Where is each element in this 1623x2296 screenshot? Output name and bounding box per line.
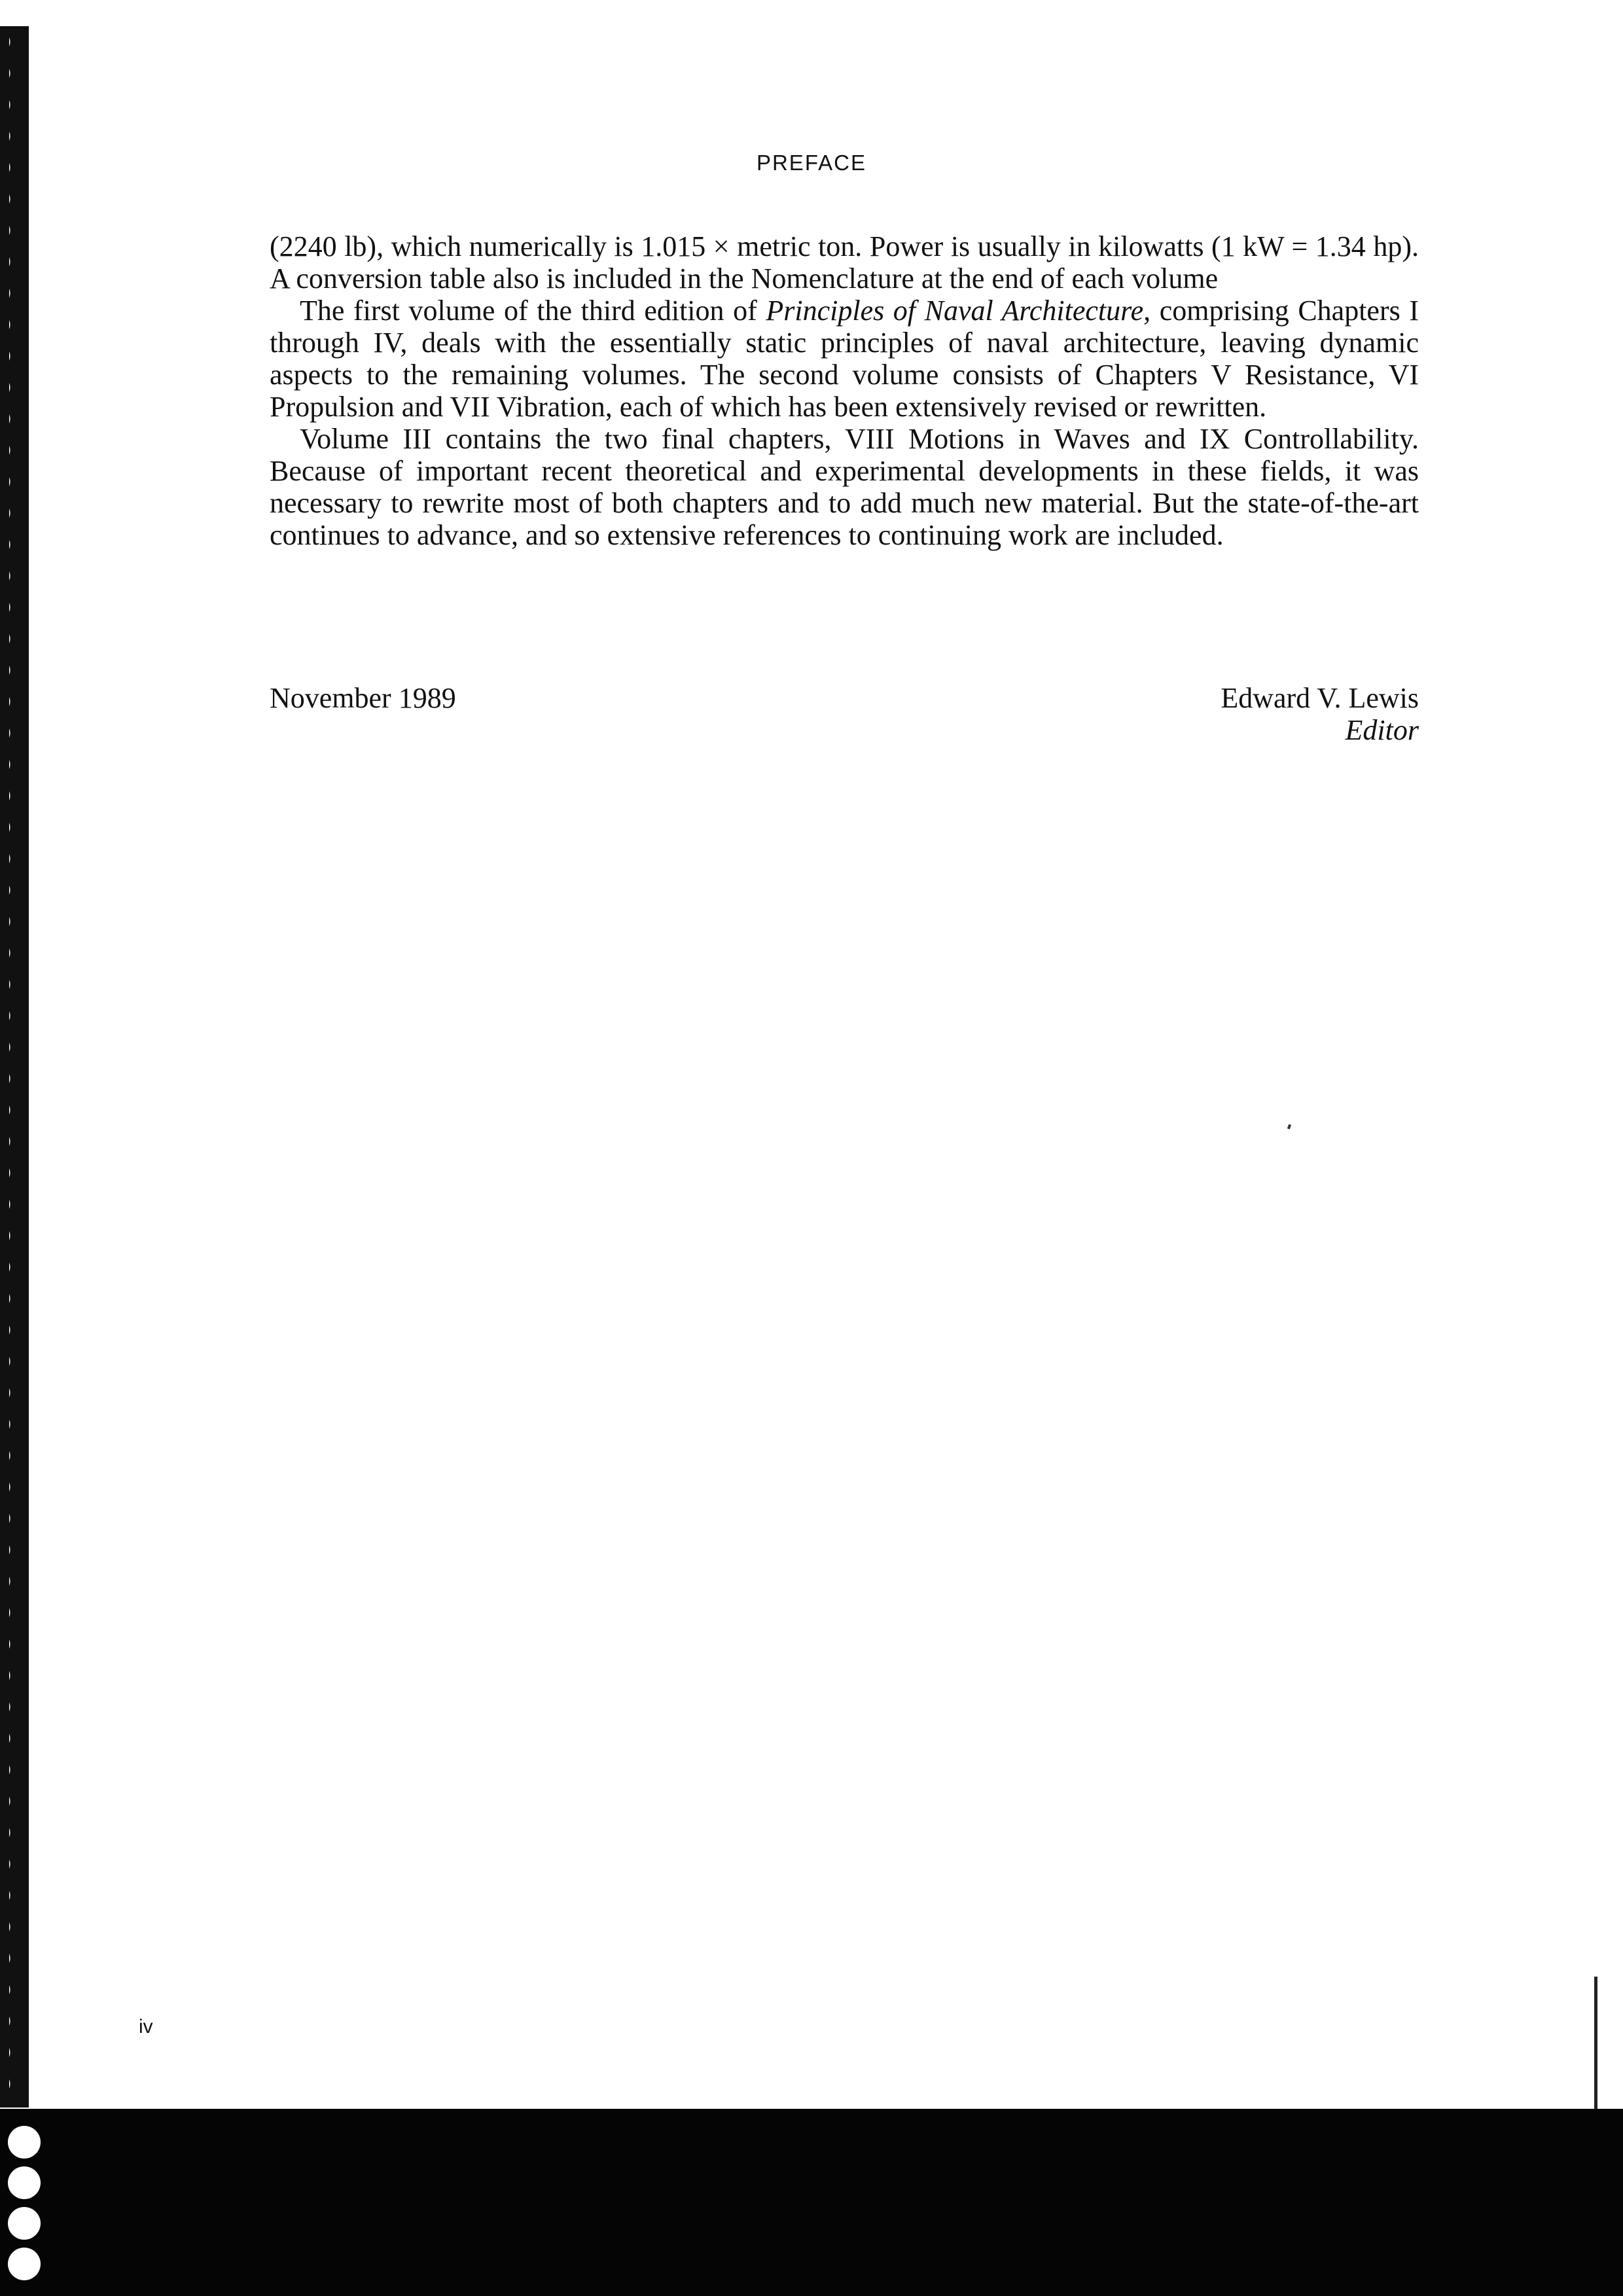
paragraph-first-volume-rest: comprising Chapters I through IV, deals with the essentially static principles of naval architecture, leaving dynamic aspects to the remaining volumes. The second volume consists of Chapters V Resistance, VI Propulsion and VII Vibration, each of which has been extensively revised or rewritten. bbox=[270, 295, 1419, 423]
binder-hole bbox=[8, 2248, 41, 2280]
scanner-bottom-band bbox=[0, 2109, 1623, 2296]
book-title: Principles of Naval Architecture, bbox=[766, 295, 1151, 327]
editor-name: Edward V. Lewis bbox=[1221, 682, 1419, 714]
paragraph-volume-three: Volume III contains the two final chapters, VIII Motions in Waves and IX Controllability. Because of important recent theoretical and experimental developments in these fields, it was necessary to rewrite most of both chapters and to add much new material. But the state-of-the-art continues to advance, and so extensive references to continuing work are included. bbox=[270, 423, 1419, 551]
paragraph-first-volume-lead: The first volume of the third edition of bbox=[300, 295, 766, 327]
paragraph-first-volume bbox=[270, 295, 1419, 423]
editor-role: Editor bbox=[1345, 714, 1419, 746]
binder-hole bbox=[8, 2126, 41, 2159]
paragraph-units-continuation: (2240 lb), which numerically is 1.015 × metric ton. Power is usually in kilowatts (1 kW = 1.34 hp). A conversion table also is included in the Nomenclature at the end of each volume bbox=[270, 230, 1419, 295]
running-head: PREFACE bbox=[756, 151, 867, 175]
scan-edge-line bbox=[1594, 1977, 1597, 2114]
binder-hole bbox=[8, 2166, 41, 2199]
page-number: iv bbox=[139, 2016, 153, 2037]
preface-body bbox=[270, 230, 1419, 551]
binding-perforation-strip bbox=[0, 26, 29, 2108]
signature-date: November 1989 bbox=[270, 682, 456, 714]
binder-hole bbox=[8, 2207, 41, 2240]
scan-speck bbox=[1287, 1124, 1291, 1130]
